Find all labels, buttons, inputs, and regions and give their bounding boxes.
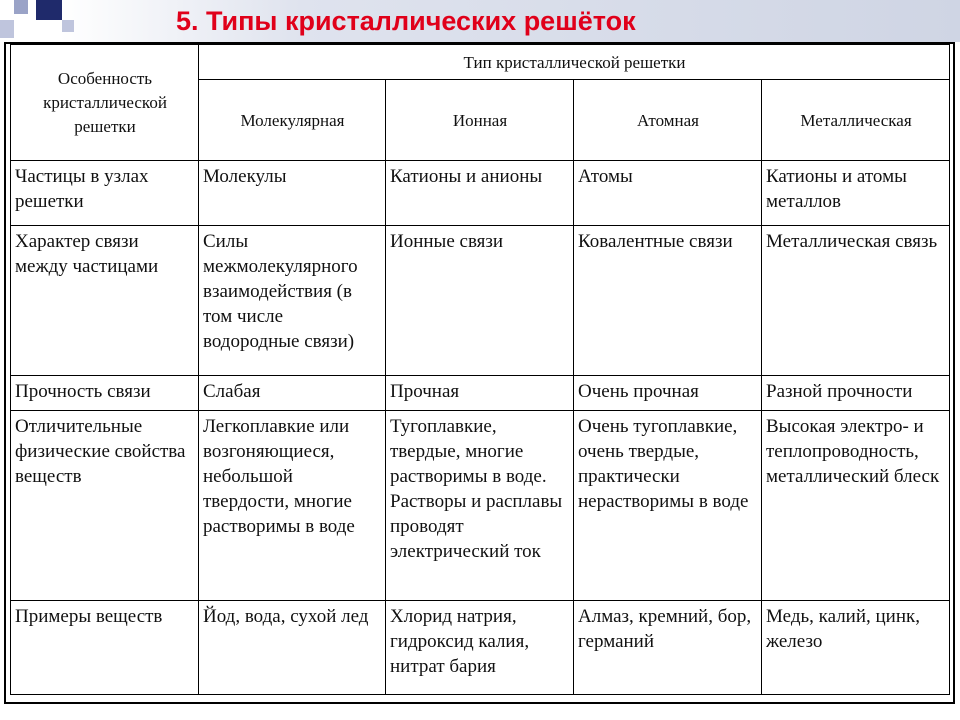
table-cell: Алмаз, кремний, бор, германий xyxy=(574,601,762,695)
crystal-lattice-table xyxy=(10,44,950,695)
table-row xyxy=(11,376,950,411)
table-row xyxy=(11,601,950,695)
table-cell: Ионные связи xyxy=(386,226,574,376)
table-cell: Йод, вода, сухой лед xyxy=(199,601,386,695)
table-cell: Очень тугоплавкие, очень твердые, практически нерастворимы в воде xyxy=(574,411,762,601)
row-label: Частицы в узлах решетки xyxy=(11,161,199,226)
row-label: Прочность связи xyxy=(11,376,199,411)
column-header: Атомная xyxy=(574,80,762,161)
table-cell: Металлическая связь xyxy=(762,226,950,376)
table-cell: Катионы и атомы металлов xyxy=(762,161,950,226)
row-label: Примеры веществ xyxy=(11,601,199,695)
table-cell: Очень прочная xyxy=(574,376,762,411)
group-header: Тип кристаллической решетки xyxy=(199,45,950,80)
table-cell: Тугоплавкие, твердые, многие растворимы в воде. Растворы и расплавы проводят электрический ток xyxy=(386,411,574,601)
table-cell: Медь, калий, цинк, железо xyxy=(762,601,950,695)
page-title: 5. Типы кристаллических решёток xyxy=(176,6,636,36)
decor-square-light xyxy=(14,0,28,14)
decor-square-dark xyxy=(36,0,62,20)
table-cell: Молекулы xyxy=(199,161,386,226)
column-header: Металлическая xyxy=(762,80,950,161)
column-header: Молекулярная xyxy=(199,80,386,161)
column-header: Ионная xyxy=(386,80,574,161)
decor-square-light xyxy=(0,20,14,38)
table-cell: Хлорид натрия, гидроксид калия, нитрат бария xyxy=(386,601,574,695)
row-label: Характер связи между частицами xyxy=(11,226,199,376)
table-cell: Ковалентные связи xyxy=(574,226,762,376)
table-row xyxy=(11,226,950,376)
decor-square-light xyxy=(62,20,74,32)
table-cell: Слабая xyxy=(199,376,386,411)
table-cell: Высокая электро- и теплопроводность, металлический блеск xyxy=(762,411,950,601)
corner-header: Особенность кристаллической решетки xyxy=(11,45,199,161)
table-cell: Катионы и анионы xyxy=(386,161,574,226)
table-row xyxy=(11,411,950,601)
table-row xyxy=(11,161,950,226)
table-cell: Атомы xyxy=(574,161,762,226)
table-cell: Легкоплавкие или возгоняющиеся, небольшой твердости, многие растворимы в воде xyxy=(199,411,386,601)
table-cell: Разной прочности xyxy=(762,376,950,411)
table-cell: Прочная xyxy=(386,376,574,411)
row-label: Отличительные физические свойства веществ xyxy=(11,411,199,601)
header-row xyxy=(11,45,950,80)
table-cell: Силы межмолекулярного взаимодействия (в том числе водородные связи) xyxy=(199,226,386,376)
